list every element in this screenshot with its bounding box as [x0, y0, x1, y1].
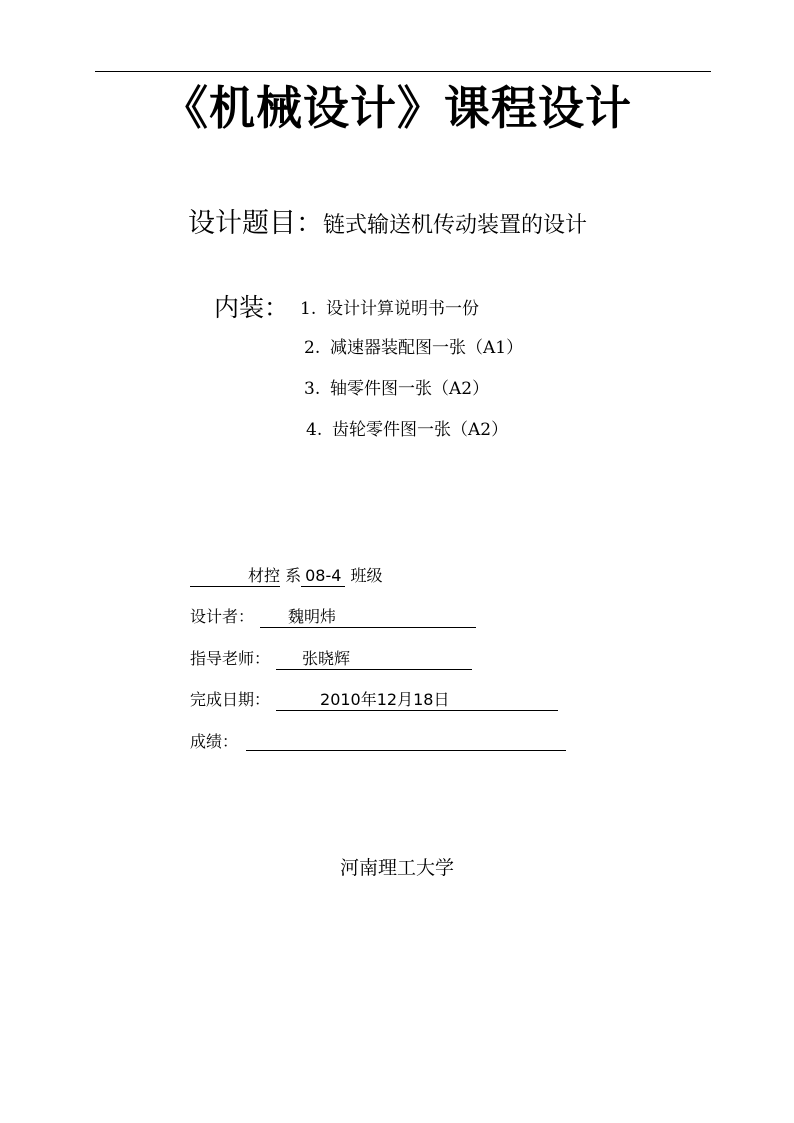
grade-line — [190, 730, 566, 754]
header-rule — [95, 71, 711, 72]
completion-date-line — [190, 688, 558, 712]
dept-label: 系 — [285, 566, 302, 585]
school-name: 河南理工大学 — [339, 857, 454, 879]
contents-item-2 — [304, 336, 523, 360]
designer-line — [190, 605, 476, 629]
designer-label: 设计者： — [190, 607, 255, 626]
contents-item-text: 齿轮零件图一张（A2） — [332, 420, 509, 440]
page-title: 《机械设计》课程设计 — [162, 81, 632, 135]
design-topic — [188, 204, 587, 248]
contents-item-text: 设计计算说明书一份 — [326, 299, 479, 319]
contents-item-text: 减速器装配图一张（A1） — [330, 338, 524, 358]
grade-value — [246, 730, 566, 751]
completion-date-label: 完成日期： — [190, 690, 271, 709]
class-info-line — [190, 564, 383, 588]
contents-item-number: 4. — [306, 420, 323, 440]
grade-label: 成绩： — [190, 732, 239, 751]
class-number-value: 08-4 — [301, 566, 345, 587]
major-value: 材控 — [190, 566, 280, 587]
design-topic-value: 链式输送机传动装置的设计 — [323, 213, 588, 238]
class-label: 班级 — [350, 566, 383, 585]
advisor-line — [190, 647, 472, 671]
contents-item-text: 轴零件图一张（A2） — [330, 379, 490, 399]
advisor-label: 指导老师： — [190, 649, 271, 668]
contents-label: 内装： — [214, 293, 290, 322]
contents-item-3 — [304, 377, 489, 401]
contents-item-4 — [306, 418, 508, 442]
advisor-value: 张晓辉 — [276, 649, 472, 670]
designer-value: 魏明炜 — [260, 607, 476, 628]
contents-item-number: 2. — [304, 338, 321, 358]
completion-date-value: 2010年12月18日 — [276, 690, 558, 711]
contents-item-number: 3. — [304, 379, 321, 399]
contents-item-number: 1. — [300, 299, 317, 319]
design-topic-label: 设计题目： — [188, 208, 323, 239]
contents-item-1 — [300, 297, 479, 321]
